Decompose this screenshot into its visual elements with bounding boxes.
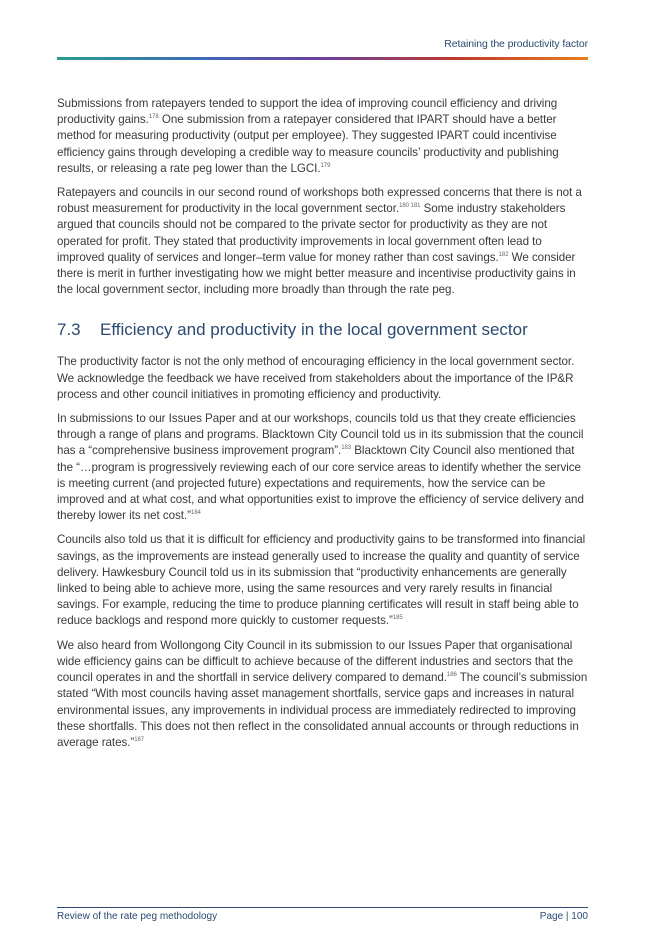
section-title: Efficiency and productivity in the local government sector [100, 320, 528, 340]
paragraph-3: The productivity factor is not the only method of encouraging efficiency in the local government sector. We acknowledge the feedback we have received from stakeholders about the importance of the IP&R process and other council initiatives in promoting efficiency and productivity. [57, 355, 575, 401]
section-number: 7.3 [57, 320, 81, 340]
footnote-ref: 187 [134, 736, 145, 743]
footnote-ref: 184 [190, 510, 201, 517]
page-body [57, 96, 588, 759]
footnote-ref: 183 [341, 445, 352, 452]
footnote-ref: 185 [392, 615, 403, 622]
footnote-ref: 179 [320, 162, 331, 169]
page-number: Page | 100 [539, 911, 588, 922]
running-header: Retaining the productivity factor [444, 38, 588, 50]
paragraph-6: We also heard from Wollongong City Council in its submission to our Issues Paper that organisational wide efficiency gains can be difficult to achieve because of the different industries and sectors that the council operates in and the shortfall in service delivery compared to demand.$^{186}$ The council’s submission stated “With most councils having asset management shortfalls, service gaps and increases in natural environmental issues, any improvements in individual process are immediately redirected to improving these shortfalls. This does not then reflect in the consolidated annual accounts or through reductions in average rates.”$^{187}$ [57, 638, 588, 749]
section-heading [57, 320, 588, 340]
footer-document-title: Review of the rate peg methodology [57, 911, 218, 922]
paragraph-1: Submissions from ratepayers tended to support the idea of improving council efficiency and driving productivity gains.$^{178}$ One submission from a ratepayer considered that IPART should have a better method for measuring productivity (output per employee). They suggested IPART could incentivise efficiency gains through developing a credible way to measure councils’ productivity and publishing results, or releasing a rate peg lower than the LGCI.$^{179}$ [57, 97, 559, 175]
footer-rule [57, 907, 588, 908]
footnote-ref: 186 [446, 672, 457, 679]
footnote-ref: 182 [498, 251, 509, 258]
paragraph-2: Ratepayers and councils in our second round of workshops both expressed concerns that there is not a robust measurement for productivity in the local government sector.$^{180 181}$ Some industry stakeholders argued that councils should not be compared to the private sector for productivity as they are not operated for profit. They stated that productivity improvements in local government often lead to improved quality of services and longer–term value for money rather than cost savings.$^{182}$ We consider there is merit in further investigating how we might better measure and incentivise productivity gains in the local government sector, including more broadly than through the rate peg. [57, 186, 582, 297]
footnote-ref: 178 [148, 114, 159, 121]
paragraph-5: Councils also told us that it is difficult for efficiency and productivity gains to be transformed into financial savings, as the improvements are instead generally used to increase the quality and quantity of service delivery. Hawkesbury Council told us in its submission that “productivity enhancements are generally linked to being able to achieve more, using the same resources and very rarely results in financial savings. For example, reducing the time to produce planning certificates will result in staff being able to reduce backlogs and respond more quickly to customer requests.”$^{185}$ [57, 533, 586, 628]
footnote-ref: 180 181 [399, 203, 421, 210]
header-gradient-rule [57, 57, 588, 60]
paragraph-4: In submissions to our Issues Paper and at our workshops, councils told us that they create efficiencies through a range of plans and programs. Blacktown City Council told us in its submission that the council has a “comprehensive business improvement program”.$^{183}$ Blacktown City Council also mentioned that the “…program is progressively reviewing each of our core service areas to identify whether the service is meeting current (and projected future) expectations and requirements, how the service can be improved and at what cost, and what opportunities exist to improve the efficiency of service delivery and thereby lower its net cost.”$^{184}$ [57, 412, 584, 523]
